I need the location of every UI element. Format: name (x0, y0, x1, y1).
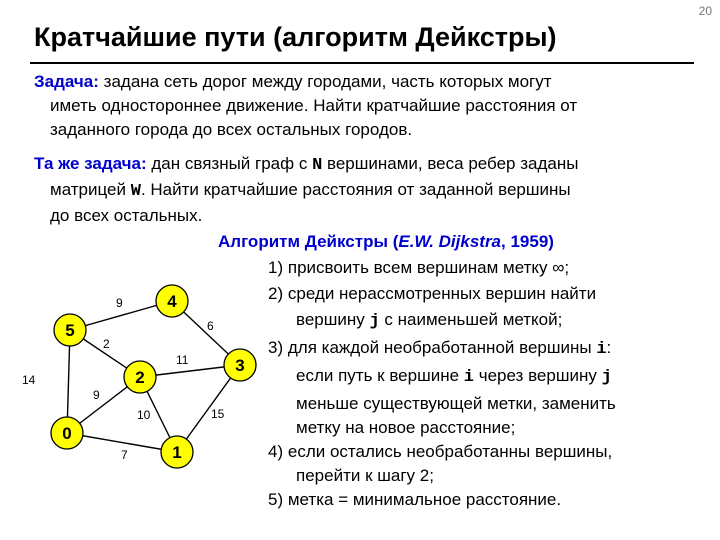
weight-5-0: 14 (22, 373, 36, 387)
weight-2-1: 10 (137, 408, 151, 422)
step-4-text-1: если остались необработанны вершины, (287, 442, 613, 461)
task-text-2: иметь одностороннее движение. Найти кратчайшие расстояния от (50, 96, 578, 115)
step-5-num: 5) (268, 490, 284, 509)
var-i: i (596, 340, 607, 359)
step-4-text-2: перейти к шагу 2; (296, 466, 434, 485)
same-task-text-b: вершинами, веса ребер заданы (322, 154, 579, 173)
node-2-label: 2 (135, 368, 145, 387)
var-i-2: i (463, 368, 474, 387)
step-1-num: 1) (268, 258, 284, 277)
step-2-num: 2) (268, 284, 284, 303)
slide-title: Кратчайшие пути (алгоритм Дейкстры) (34, 22, 557, 52)
weight-3-1: 15 (211, 407, 225, 421)
step-3-text-2: если путь к вершине (296, 366, 464, 385)
var-w: W (130, 182, 141, 201)
same-task-line2-b: . Найти кратчайшие расстояния от заданной вершины (140, 180, 571, 199)
var-j-2: j (601, 368, 612, 387)
step-3-text-3: через вершину (473, 366, 602, 385)
algorithm-author: E.W. Dijkstra (398, 232, 502, 251)
step-1-text: присвоить всем вершинам метку ∞; (287, 258, 570, 277)
same-task-line3: до всех остальных. (50, 206, 203, 225)
var-j: j (369, 312, 380, 331)
weight-2-3: 11 (176, 353, 189, 367)
weight-0-1: 7 (121, 448, 128, 462)
same-task-text-a: дан связный граф с (146, 154, 313, 173)
var-n: N (312, 156, 323, 175)
node-3-label: 3 (235, 356, 245, 375)
node-0-label: 0 (62, 424, 72, 443)
node-4 (156, 285, 188, 317)
step-5-text: метка = минимальное расстояние. (287, 490, 562, 509)
step-3-text-5: метку на новое расстояние; (296, 418, 516, 437)
task-label: Задача: (34, 72, 99, 91)
algorithm-heading-a: Алгоритм Дейкстры ( (218, 232, 399, 251)
step-2-text-2: вершину (296, 310, 370, 329)
step-3-text-4: меньше существующей метки, заменить (296, 394, 616, 413)
task-text-1: задана сеть дорог между городами, часть которых могут (98, 72, 552, 91)
node-0 (51, 417, 83, 449)
step-2-text-3: с наименьшей меткой; (379, 310, 563, 329)
step-3-colon: : (606, 338, 612, 357)
graph-nodes (51, 285, 256, 468)
same-task-label: Та же задача: (34, 154, 147, 173)
step-2-text-1: среди нерассмотренных вершин найти (287, 284, 597, 303)
algorithm-heading-b: , 1959) (501, 232, 554, 251)
task-text-3: заданного города до всех остальных городов. (50, 120, 413, 139)
node-4-label: 4 (167, 292, 177, 311)
node-1 (161, 436, 193, 468)
node-2 (124, 361, 156, 393)
node-5 (54, 314, 86, 346)
weight-4-3: 6 (207, 319, 214, 333)
slide-number: 20 (698, 4, 712, 18)
weight-5-2: 2 (103, 337, 110, 351)
weight-5-4: 9 (116, 296, 123, 310)
node-3 (224, 349, 256, 381)
node-1-label: 1 (172, 443, 182, 462)
node-5-label: 5 (65, 321, 75, 340)
step-3-num: 3) (268, 338, 284, 357)
step-3-text-1: для каждой необработанной вершины (287, 338, 597, 357)
weight-2-0: 9 (93, 388, 100, 402)
same-task-line2-a: матрицей (50, 180, 131, 199)
step-4-num: 4) (268, 442, 284, 461)
